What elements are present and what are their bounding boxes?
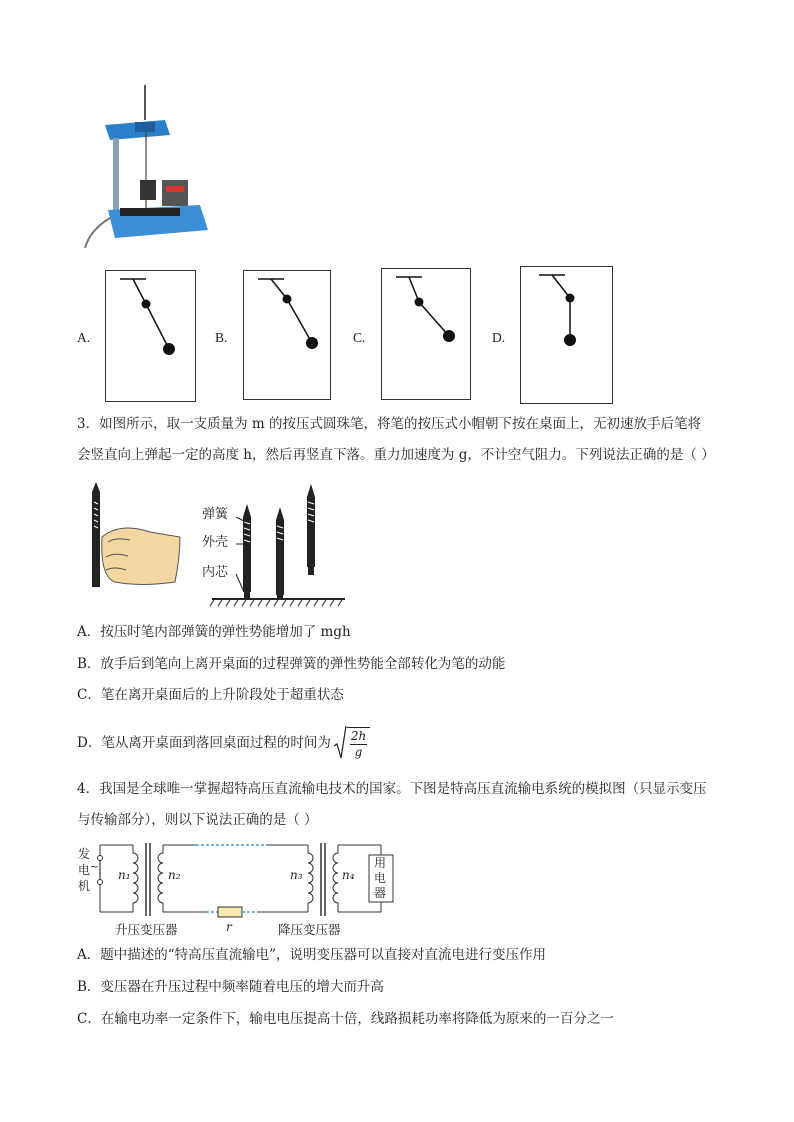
label-n3: n₃ xyxy=(290,868,303,882)
label-n2: n₂ xyxy=(168,868,181,882)
q3-stem-line2: 会竖直向上弹起一定的高度 h，然后再竖直下落。重力加速度为 g，不计空气阻力。下列说法正确的是（ ） xyxy=(77,447,715,463)
generator-label: 发 ~ 电 机 xyxy=(78,847,99,893)
q4-circuit-diagram xyxy=(78,840,408,938)
apparatus-illustration xyxy=(80,80,210,250)
q4-option-c: C．在输电功率一定条件下，输电电压提高十倍，线路损耗功率将降低为原来的一百分之一 xyxy=(77,1011,614,1027)
q4-stem-line1: 4．我国是全球唯一掌握超特高压直流输电技术的国家。下图是特高压直流输电系统的模拟图（只显示变压 xyxy=(77,781,707,797)
q4-option-b: B．变压器在升压过程中频率随着电压的增大而升高 xyxy=(77,979,384,995)
sqrt-sign xyxy=(333,724,347,762)
q3-option-c: C．笔在离开桌面后的上升阶段处于超重状态 xyxy=(77,687,344,703)
sqrt-expression xyxy=(333,724,370,762)
load-char-2: 电 xyxy=(374,871,387,885)
q3-stem-line1: 3．如图所示，取一支质量为 m 的按压式圆珠笔，将笔的按压式小帽朝下按在桌面上，无初速放手后笔将 xyxy=(77,416,701,432)
generator-char-1: 发 xyxy=(78,847,91,861)
pendulum-a xyxy=(106,271,195,401)
q3-option-b: B．放手后到笔向上离开桌面的过程弹簧的弹性势能全部转化为笔的动能 xyxy=(77,656,506,672)
option-a-figure xyxy=(105,270,196,402)
option-a-label: A. xyxy=(77,330,91,345)
option-b-label: B. xyxy=(215,330,228,345)
label-n1: n₁ xyxy=(118,868,131,882)
load-label xyxy=(374,856,388,901)
option-d-figure xyxy=(520,266,613,404)
q3-option-a: A．按压时笔内部弹簧的弹性势能增加了 mgh xyxy=(77,624,351,640)
q4-option-a: A．题中描述的“特高压直流输电”，说明变压器可以直接对直流电进行变压作用 xyxy=(77,947,547,963)
label-n4: n₄ xyxy=(342,868,355,882)
pendulum-c xyxy=(382,269,470,399)
label-r: r xyxy=(226,920,232,934)
option-c-label: C. xyxy=(353,330,366,345)
option-b-figure xyxy=(243,270,331,400)
q4-stem-line2: 与传输部分），则以下说法正确的是（ ） xyxy=(77,812,318,828)
option-d-label: D. xyxy=(492,330,506,345)
pendulum-d xyxy=(521,267,612,403)
apparatus-photo xyxy=(80,80,210,250)
generator-char-3: 机 xyxy=(78,879,91,893)
label-shell: 外壳 xyxy=(202,535,229,550)
q3-option-d xyxy=(77,724,370,762)
q3-option-d-text: D．笔从离开桌面到落回桌面过程的时间为 xyxy=(77,735,331,751)
q3-figure xyxy=(80,482,350,607)
label-spring: 弹簧 xyxy=(202,507,229,522)
load-char-3: 器 xyxy=(374,886,387,900)
fraction-numerator: 2h xyxy=(350,728,367,743)
load-char-1: 用 xyxy=(374,856,387,870)
fraction-denominator: g xyxy=(354,744,363,759)
label-core: 内芯 xyxy=(202,565,229,580)
step-up-label: 升压变压器 xyxy=(115,922,178,937)
option-c-figure xyxy=(381,268,471,400)
step-down-label: 降压变压器 xyxy=(278,922,341,937)
generator-char-2: 电 xyxy=(78,863,91,877)
pendulum-b xyxy=(244,271,330,399)
